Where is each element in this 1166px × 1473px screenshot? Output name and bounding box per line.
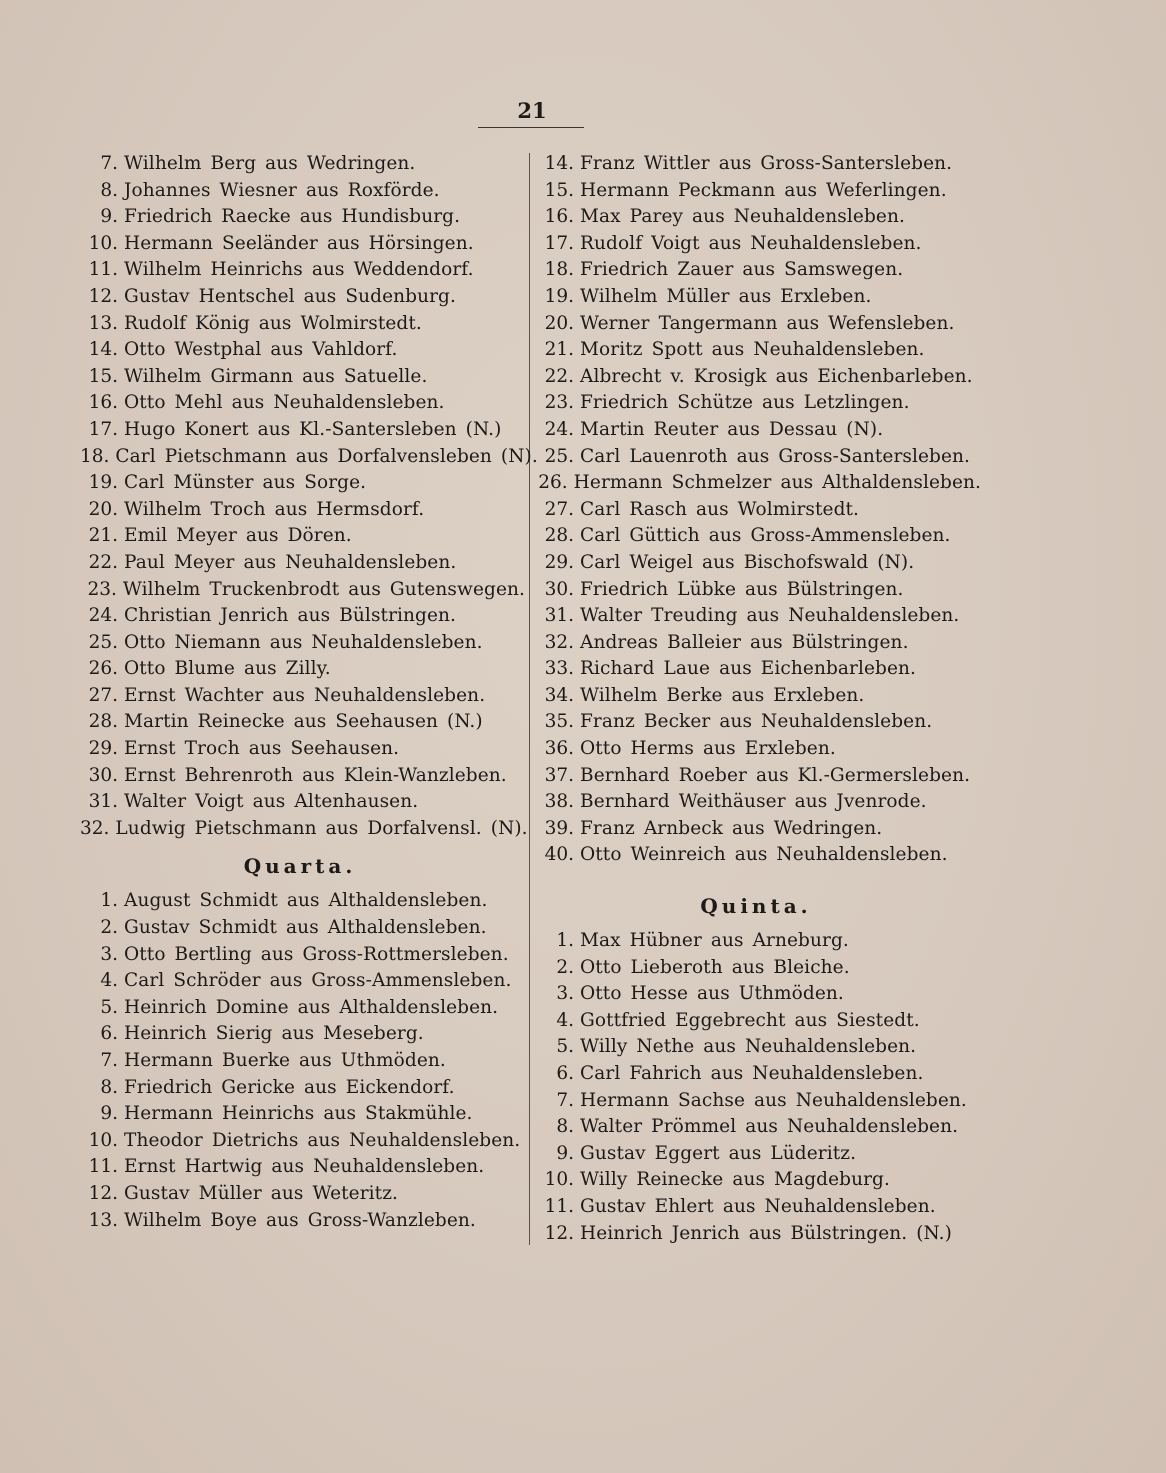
list-item <box>536 789 981 816</box>
entry-text: Carl Lauenroth aus Gross-Santersleben. <box>580 445 971 467</box>
entry-number: 4. <box>556 1009 574 1031</box>
entry-number: 32. <box>80 817 110 839</box>
entry-text: Wilhelm Truckenbrodt aus Gutenswegen. <box>122 578 525 600</box>
list-item <box>536 231 981 258</box>
entry-number: 36. <box>544 738 574 760</box>
entry-text: Walter Voigt aus Altenhausen. <box>124 791 419 813</box>
entry-text: Heinrich Domine aus Althaldensleben. <box>124 996 499 1018</box>
list-item <box>80 968 525 995</box>
list-item <box>80 523 525 550</box>
list-item <box>536 1114 981 1141</box>
entry-text: Rudolf König aus Wolmirstedt. <box>124 312 422 334</box>
list-item <box>536 577 981 604</box>
entry-text: Franz Becker aus Neuhaldensleben. <box>580 711 933 733</box>
entry-number: 11. <box>88 1156 118 1178</box>
list-item <box>80 763 525 790</box>
list-item <box>536 1194 981 1221</box>
list-item <box>536 550 981 577</box>
entry-number: 14. <box>88 339 118 361</box>
entry-number: 19. <box>88 472 118 494</box>
entry-text: Gustav Müller aus Weteritz. <box>124 1182 399 1204</box>
list-item <box>80 709 525 736</box>
entry-number: 28. <box>88 711 118 733</box>
entry-text: Richard Laue aus Eichenbarleben. <box>580 658 917 680</box>
entry-number: 27. <box>544 498 574 520</box>
entry-number: 10. <box>88 232 118 254</box>
list-item <box>536 842 981 869</box>
entry-text: Willy Reinecke aus Magdeburg. <box>580 1169 890 1191</box>
entry-number: 17. <box>88 418 118 440</box>
entry-number: 3. <box>556 983 574 1005</box>
list-item <box>80 630 525 657</box>
entry-text: Gustav Hentschel aus Sudenburg. <box>124 285 456 307</box>
entry-number: 13. <box>88 312 118 334</box>
list-item <box>80 603 525 630</box>
entry-number: 31. <box>88 791 118 813</box>
list-item <box>80 1021 525 1048</box>
list-item <box>80 1154 525 1181</box>
entry-text: Carl Weigel aus Bischofswald (N). <box>580 551 915 573</box>
entry-text: Friedrich Raecke aus Hundisburg. <box>124 206 461 228</box>
entry-number: 13. <box>88 1209 118 1231</box>
list-item <box>80 257 525 284</box>
entry-text: Wilhelm Müller aus Erxleben. <box>580 285 872 307</box>
list-item <box>80 178 525 205</box>
entry-text: Carl Güttich aus Gross-Ammensleben. <box>580 525 951 547</box>
list-item <box>536 1008 981 1035</box>
left-list-continued <box>80 151 538 842</box>
entry-number: 18. <box>544 259 574 281</box>
entry-number: 23. <box>544 392 574 414</box>
entry-number: 20. <box>88 498 118 520</box>
entry-text: Otto Lieberoth aus Bleiche. <box>580 956 850 978</box>
entry-number: 24. <box>88 605 118 627</box>
entry-text: Otto Hesse aus Uthmöden. <box>580 983 844 1005</box>
entry-text: Walter Treuding aus Neuhaldensleben. <box>580 605 960 627</box>
entry-text: Carl Münster aus Sorge. <box>124 472 367 494</box>
entry-number: 25. <box>88 631 118 653</box>
list-item <box>536 709 981 736</box>
entry-text: Ernst Hartwig aus Neuhaldensleben. <box>124 1156 485 1178</box>
list-item <box>536 981 981 1008</box>
entry-number: 16. <box>88 392 118 414</box>
entry-text: Christian Jenrich aus Bülstringen. <box>124 605 457 627</box>
section-heading-quinta: Quinta. <box>700 894 812 919</box>
left-list-quarta <box>80 888 525 1234</box>
entry-number: 18. <box>80 445 110 467</box>
list-item <box>80 364 525 391</box>
list-item <box>80 417 525 444</box>
entry-text: Heinrich Sierig aus Meseberg. <box>124 1023 424 1045</box>
section-heading-quarta: Quarta. <box>243 854 357 879</box>
entry-number: 35. <box>544 711 574 733</box>
entry-text: Carl Rasch aus Wolmirstedt. <box>580 498 860 520</box>
list-item <box>536 683 981 710</box>
entry-number: 5. <box>100 996 118 1018</box>
list-item <box>80 204 525 231</box>
entry-number: 17. <box>544 232 574 254</box>
list-item <box>536 736 981 763</box>
entry-text: Franz Arnbeck aus Wedringen. <box>580 817 883 839</box>
entry-number: 8. <box>100 179 118 201</box>
list-item <box>80 337 525 364</box>
page-number: 21 <box>517 98 547 123</box>
entry-text: Otto Bertling aus Gross-Rottmersleben. <box>124 943 509 965</box>
entry-number: 30. <box>88 764 118 786</box>
entry-text: August Schmidt aus Althaldensleben. <box>124 890 488 912</box>
entry-text: Wilhelm Boye aus Gross-Wanzleben. <box>124 1209 476 1231</box>
entry-text: Hermann Schmelzer aus Althaldensleben. <box>573 472 981 494</box>
entry-text: Martin Reinecke aus Seehausen (N.) <box>124 711 483 733</box>
entry-number: 6. <box>556 1063 574 1084</box>
entry-number: 33. <box>544 658 574 680</box>
entry-number: 21. <box>88 525 118 547</box>
entry-number: 4. <box>100 970 118 992</box>
list-item <box>536 151 981 178</box>
entry-number: 11. <box>544 1195 574 1217</box>
list-item <box>536 364 981 391</box>
list-item <box>80 550 525 577</box>
entry-text: Franz Wittler aus Gross-Santersleben. <box>580 153 953 174</box>
entry-number: 15. <box>544 179 574 201</box>
list-item <box>536 1221 981 1248</box>
entry-number: 1. <box>556 930 574 952</box>
list-item <box>80 1101 525 1128</box>
list-item <box>80 816 528 843</box>
entry-text: Bernhard Weithäuser aus Jvenrode. <box>580 791 927 813</box>
entry-text: Albrecht v. Krosigk aus Eichenbarleben. <box>580 365 973 387</box>
header-rule <box>478 127 584 128</box>
list-item <box>536 444 981 471</box>
list-item <box>80 1208 525 1235</box>
list-item <box>80 789 525 816</box>
entry-text: Ernst Behrenroth aus Klein-Wanzleben. <box>124 764 507 786</box>
entry-number: 6. <box>100 1023 118 1045</box>
entry-text: Hermann Heinrichs aus Stakmühle. <box>124 1103 473 1125</box>
entry-text: Emil Meyer aus Dören. <box>124 525 352 547</box>
entry-text: Friedrich Lübke aus Bülstringen. <box>580 578 904 600</box>
entry-text: Johannes Wiesner aus Roxförde. <box>124 179 440 201</box>
entry-number: 22. <box>88 551 118 573</box>
list-item <box>80 995 525 1022</box>
entry-text: Gustav Schmidt aus Althaldensleben. <box>124 917 487 939</box>
list-item <box>80 683 525 710</box>
entry-number: 23. <box>87 578 117 600</box>
list-item <box>80 311 525 338</box>
list-item <box>536 1167 981 1194</box>
entry-text: Martin Reuter aus Dessau (N). <box>580 418 884 440</box>
entry-text: Ludwig Pietschmann aus Dorfalvensl. (N). <box>115 817 528 839</box>
entry-number: 29. <box>88 738 118 760</box>
entry-number: 39. <box>544 817 574 839</box>
entry-number: 38. <box>544 791 574 813</box>
entry-text: Gottfried Eggebrecht aus Siestedt. <box>580 1009 920 1031</box>
entry-text: Max Parey aus Neuhaldensleben. <box>580 206 905 228</box>
entry-text: Gustav Ehlert aus Neuhaldensleben. <box>580 1195 936 1217</box>
list-item <box>536 523 981 550</box>
entry-number: 3. <box>100 943 118 965</box>
entry-text: Friedrich Gericke aus Eickendorf. <box>124 1076 455 1098</box>
entry-number: 8. <box>100 1076 118 1098</box>
list-item <box>536 1088 981 1115</box>
entry-text: Wilhelm Troch aus Hermsdorf. <box>124 498 425 520</box>
entry-text: Hermann Buerke aus Uthmöden. <box>124 1050 446 1071</box>
right-list-quinta <box>536 928 981 1247</box>
list-item <box>80 942 525 969</box>
list-item <box>80 915 525 942</box>
entry-number: 11. <box>88 259 118 281</box>
list-item <box>80 577 525 604</box>
list-item <box>536 603 981 630</box>
entry-text: Paul Meyer aus Neuhaldensleben. <box>124 551 457 573</box>
list-item <box>80 888 525 915</box>
entry-number: 2. <box>556 956 574 978</box>
list-item <box>80 1181 525 1208</box>
entry-text: Friedrich Zauer aus Samswegen. <box>580 259 904 281</box>
entry-number: 2. <box>100 917 118 939</box>
list-item <box>80 470 525 497</box>
entry-text: Walter Prömmel aus Neuhaldensleben. <box>580 1116 959 1138</box>
entry-number: 30. <box>544 578 574 600</box>
entry-number: 9. <box>100 206 118 228</box>
list-item <box>80 497 525 524</box>
entry-text: Otto Westphal aus Vahldorf. <box>124 339 398 361</box>
entry-number: 32. <box>544 631 574 653</box>
list-item <box>80 444 538 471</box>
entry-number: 24. <box>544 418 574 440</box>
entry-text: Hermann Peckmann aus Weferlingen. <box>580 179 947 201</box>
entry-number: 12. <box>88 1182 118 1204</box>
entry-text: Otto Mehl aus Neuhaldensleben. <box>124 392 445 414</box>
list-item <box>536 284 981 311</box>
list-item <box>536 630 981 657</box>
entry-text: Max Hübner aus Arneburg. <box>580 930 849 952</box>
list-item <box>80 390 525 417</box>
entry-number: 1. <box>100 890 118 912</box>
entry-text: Moritz Spott aus Neuhaldensleben. <box>580 339 925 361</box>
entry-number: 7. <box>100 153 118 174</box>
entry-text: Rudolf Voigt aus Neuhaldensleben. <box>580 232 922 254</box>
entry-text: Carl Fahrich aus Neuhaldensleben. <box>580 1063 924 1084</box>
entry-number: 7. <box>556 1089 574 1111</box>
entry-number: 40. <box>544 844 574 866</box>
entry-text: Wilhelm Berg aus Wedringen. <box>124 153 416 174</box>
list-item <box>80 231 525 258</box>
entry-number: 7. <box>100 1050 118 1071</box>
entry-text: Willy Nethe aus Neuhaldensleben. <box>580 1036 917 1058</box>
entry-text: Carl Pietschmann aus Dorfalvensleben (N). <box>115 445 538 467</box>
list-item <box>536 311 981 338</box>
entry-text: Heinrich Jenrich aus Bülstringen. (N.) <box>580 1222 952 1244</box>
entry-text: Andreas Balleier aus Bülstringen. <box>580 631 909 653</box>
entry-text: Otto Weinreich aus Neuhaldensleben. <box>580 844 948 866</box>
list-item <box>80 284 525 311</box>
list-item <box>536 390 981 417</box>
entry-text: Carl Schröder aus Gross-Ammensleben. <box>124 970 512 992</box>
entry-text: Wilhelm Heinrichs aus Weddendorf. <box>124 259 474 281</box>
right-list-continued <box>536 151 981 869</box>
entry-number: 10. <box>544 1169 574 1191</box>
list-item <box>536 763 981 790</box>
entry-number: 8. <box>556 1116 574 1138</box>
entry-number: 27. <box>88 684 118 706</box>
entry-number: 29. <box>544 551 574 573</box>
right-column <box>536 151 981 1247</box>
list-item <box>80 151 525 178</box>
list-item <box>536 337 981 364</box>
entry-number: 12. <box>544 1222 574 1244</box>
entry-number: 9. <box>100 1103 118 1125</box>
entry-text: Ernst Troch aus Seehausen. <box>124 738 400 760</box>
list-item <box>536 470 981 497</box>
list-item <box>80 1075 525 1102</box>
entry-text: Hugo Konert aus Kl.-Santersleben (N.) <box>124 418 502 440</box>
entry-number: 12. <box>88 285 118 307</box>
entry-number: 16. <box>544 206 574 228</box>
entry-number: 15. <box>88 365 118 387</box>
list-item <box>80 1128 525 1155</box>
list-item <box>536 204 981 231</box>
entry-text: Werner Tangermann aus Wefensleben. <box>580 312 955 334</box>
entry-number: 25. <box>544 445 574 467</box>
entry-text: Wilhelm Girmann aus Satuelle. <box>124 365 428 387</box>
list-item <box>536 1034 981 1061</box>
list-item <box>536 417 981 444</box>
entry-number: 26. <box>88 658 118 680</box>
entry-text: Wilhelm Berke aus Erxleben. <box>580 684 865 706</box>
entry-number: 26. <box>538 472 568 494</box>
left-column <box>80 151 538 1234</box>
entry-text: Otto Blume aus Zilly. <box>124 658 331 680</box>
entry-number: 10. <box>88 1129 118 1151</box>
list-item <box>536 497 981 524</box>
entry-text: Otto Niemann aus Neuhaldensleben. <box>124 631 483 653</box>
entry-text: Otto Herms aus Erxleben. <box>580 738 836 760</box>
list-item <box>536 178 981 205</box>
list-item <box>536 1141 981 1168</box>
entry-number: 14. <box>544 153 574 174</box>
entry-text: Gustav Eggert aus Lüderitz. <box>580 1142 857 1164</box>
list-item <box>536 928 981 955</box>
column-divider <box>529 153 530 1245</box>
entry-number: 20. <box>544 312 574 334</box>
entry-number: 37. <box>544 764 574 786</box>
entry-text: Bernhard Roeber aus Kl.-Germersleben. <box>580 764 971 786</box>
list-item <box>80 1048 525 1075</box>
list-item <box>536 257 981 284</box>
entry-number: 19. <box>544 285 574 307</box>
list-item <box>536 656 981 683</box>
list-item <box>536 1061 981 1088</box>
entry-number: 21. <box>544 339 574 361</box>
list-item <box>80 736 525 763</box>
entry-text: Hermann Seeländer aus Hörsingen. <box>124 232 474 254</box>
list-item <box>536 816 981 843</box>
entry-number: 34. <box>544 684 574 706</box>
entry-number: 9. <box>556 1142 574 1164</box>
list-item <box>536 955 981 982</box>
list-item <box>80 656 525 683</box>
entry-number: 22. <box>544 365 574 387</box>
entry-number: 28. <box>544 525 574 547</box>
entry-number: 5. <box>556 1036 574 1058</box>
entry-text: Theodor Dietrichs aus Neuhaldensleben. <box>124 1129 521 1151</box>
entry-text: Hermann Sachse aus Neuhaldensleben. <box>580 1089 967 1111</box>
entry-text: Ernst Wachter aus Neuhaldensleben. <box>124 684 486 706</box>
entry-number: 31. <box>544 605 574 627</box>
entry-text: Friedrich Schütze aus Letzlingen. <box>580 392 910 414</box>
